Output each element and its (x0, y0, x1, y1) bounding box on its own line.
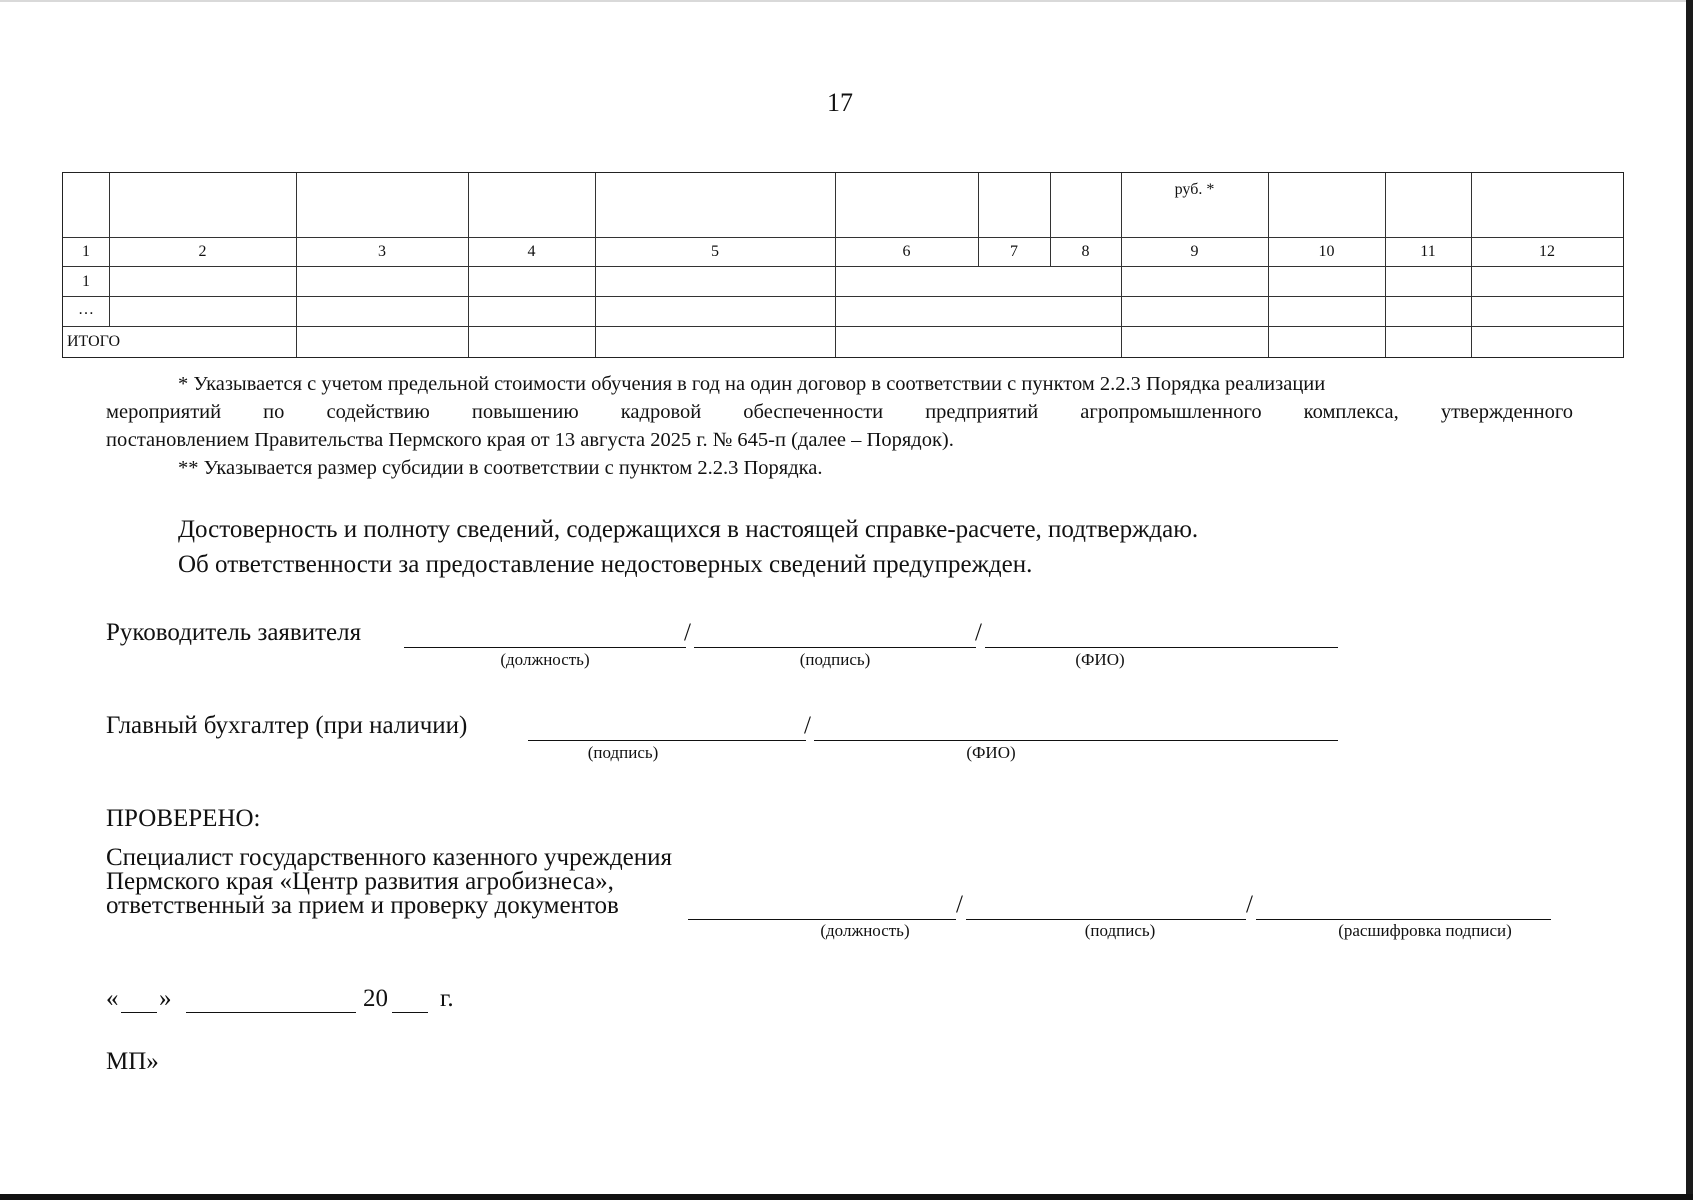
table-rule (63, 326, 1623, 327)
column-number: 4 (527, 243, 536, 260)
checked-title: ПРОВЕРЕНО: (106, 805, 261, 832)
separator-slash: / (975, 619, 982, 646)
checked-decoding-line (1256, 919, 1551, 920)
checked-line-3: ответственный за прием и проверку документов (106, 892, 619, 919)
table-col-divider (595, 173, 596, 357)
column-number: 6 (902, 243, 911, 260)
separator-slash: / (804, 712, 811, 739)
date-day-line (121, 1012, 157, 1013)
column-number: 11 (1420, 243, 1436, 260)
table-col-divider (1268, 173, 1269, 357)
scan-right-edge (1686, 0, 1693, 1200)
date-open-quote: « (106, 985, 119, 1012)
head-signature-line (694, 647, 976, 648)
table-col-divider (1471, 173, 1472, 357)
column-number: 1 (82, 243, 90, 260)
accountant-name-caption: (ФИО) (966, 743, 1016, 762)
table-row-label: 1 (82, 273, 90, 290)
table-col-divider (1385, 173, 1386, 357)
table-row-label: … (78, 301, 94, 318)
column-number: 2 (198, 243, 207, 260)
data-table (62, 172, 1624, 358)
column-number: 7 (1010, 243, 1018, 260)
confirmation-line-1: Достоверность и полноту сведений, содержащихся в настоящей справке-расчете, подтверждаю. (178, 516, 1199, 543)
head-signature-caption: (подпись) (799, 650, 871, 669)
head-position-caption: (должность) (500, 650, 590, 669)
column-number: 8 (1081, 243, 1090, 260)
footnote-1-line-2: мероприятий по содействию повышению кадровой обеспеченности предприятий агропромышленного комплекса, утвержденного (106, 401, 1573, 423)
date-close-quote: » (159, 985, 172, 1012)
date-year-prefix: 20 (363, 985, 388, 1012)
scan-bottom-edge (0, 1194, 1693, 1200)
scan-top-edge (0, 0, 1693, 2)
currency-note: руб. * (1174, 181, 1215, 198)
column-number: 3 (378, 243, 386, 260)
checked-position-line (688, 919, 956, 920)
date-year-line (392, 1012, 428, 1013)
table-col-divider (296, 173, 297, 357)
column-number: 5 (711, 243, 719, 260)
head-position-line (404, 647, 686, 648)
table-rule (63, 296, 1623, 297)
separator-slash: / (956, 891, 963, 918)
head-signature-label: Руководитель заявителя (106, 619, 362, 646)
accountant-name-line (814, 740, 1338, 741)
column-number: 12 (1539, 243, 1555, 260)
page-number: 17 (827, 88, 853, 117)
checked-signature-caption: (подпись) (1084, 921, 1156, 940)
table-col-divider (468, 173, 469, 357)
checked-signature-line (966, 919, 1246, 920)
stamp-mark: МП» (106, 1048, 159, 1075)
head-name-line (985, 647, 1338, 648)
column-number: 9 (1190, 243, 1199, 260)
table-rule (63, 237, 1623, 238)
date-month-line (186, 1012, 356, 1013)
accountant-signature-label: Главный бухгалтер (при наличии) (106, 712, 468, 739)
footnote-2: ** Указывается размер субсидии в соответствии с пунктом 2.2.3 Порядка. (178, 457, 823, 479)
accountant-signature-line (528, 740, 806, 741)
checked-decoding-caption: (расшифровка подписи) (1338, 921, 1512, 940)
head-name-caption: (ФИО) (1075, 650, 1125, 669)
footnote-1-line-1: * Указывается с учетом предельной стоимости обучения в год на один договор в соответствии с пунктом 2.2.3 Порядка реализации (178, 373, 1326, 395)
separator-slash: / (1246, 891, 1253, 918)
checked-line-2: Пермского края «Центр развития агробизнеса», (106, 868, 614, 895)
date-year-suffix: г. (440, 985, 454, 1012)
separator-slash: / (684, 619, 691, 646)
checked-position-caption: (должность) (820, 921, 910, 940)
table-col-divider (1121, 173, 1122, 357)
total-row-label: ИТОГО (67, 333, 121, 350)
footnote-1-line-3: постановлением Правительства Пермского края от 13 августа 2025 г. № 645-п (далее – Порядок). (106, 429, 954, 451)
checked-line-1: Специалист государственного казенного учреждения (106, 844, 673, 871)
column-number: 10 (1318, 243, 1335, 260)
table-col-divider (835, 173, 836, 357)
table-rule (63, 266, 1623, 267)
accountant-signature-caption: (подпись) (587, 743, 659, 762)
confirmation-line-2: Об ответственности за предоставление недостоверных сведений предупрежден. (178, 551, 1033, 578)
